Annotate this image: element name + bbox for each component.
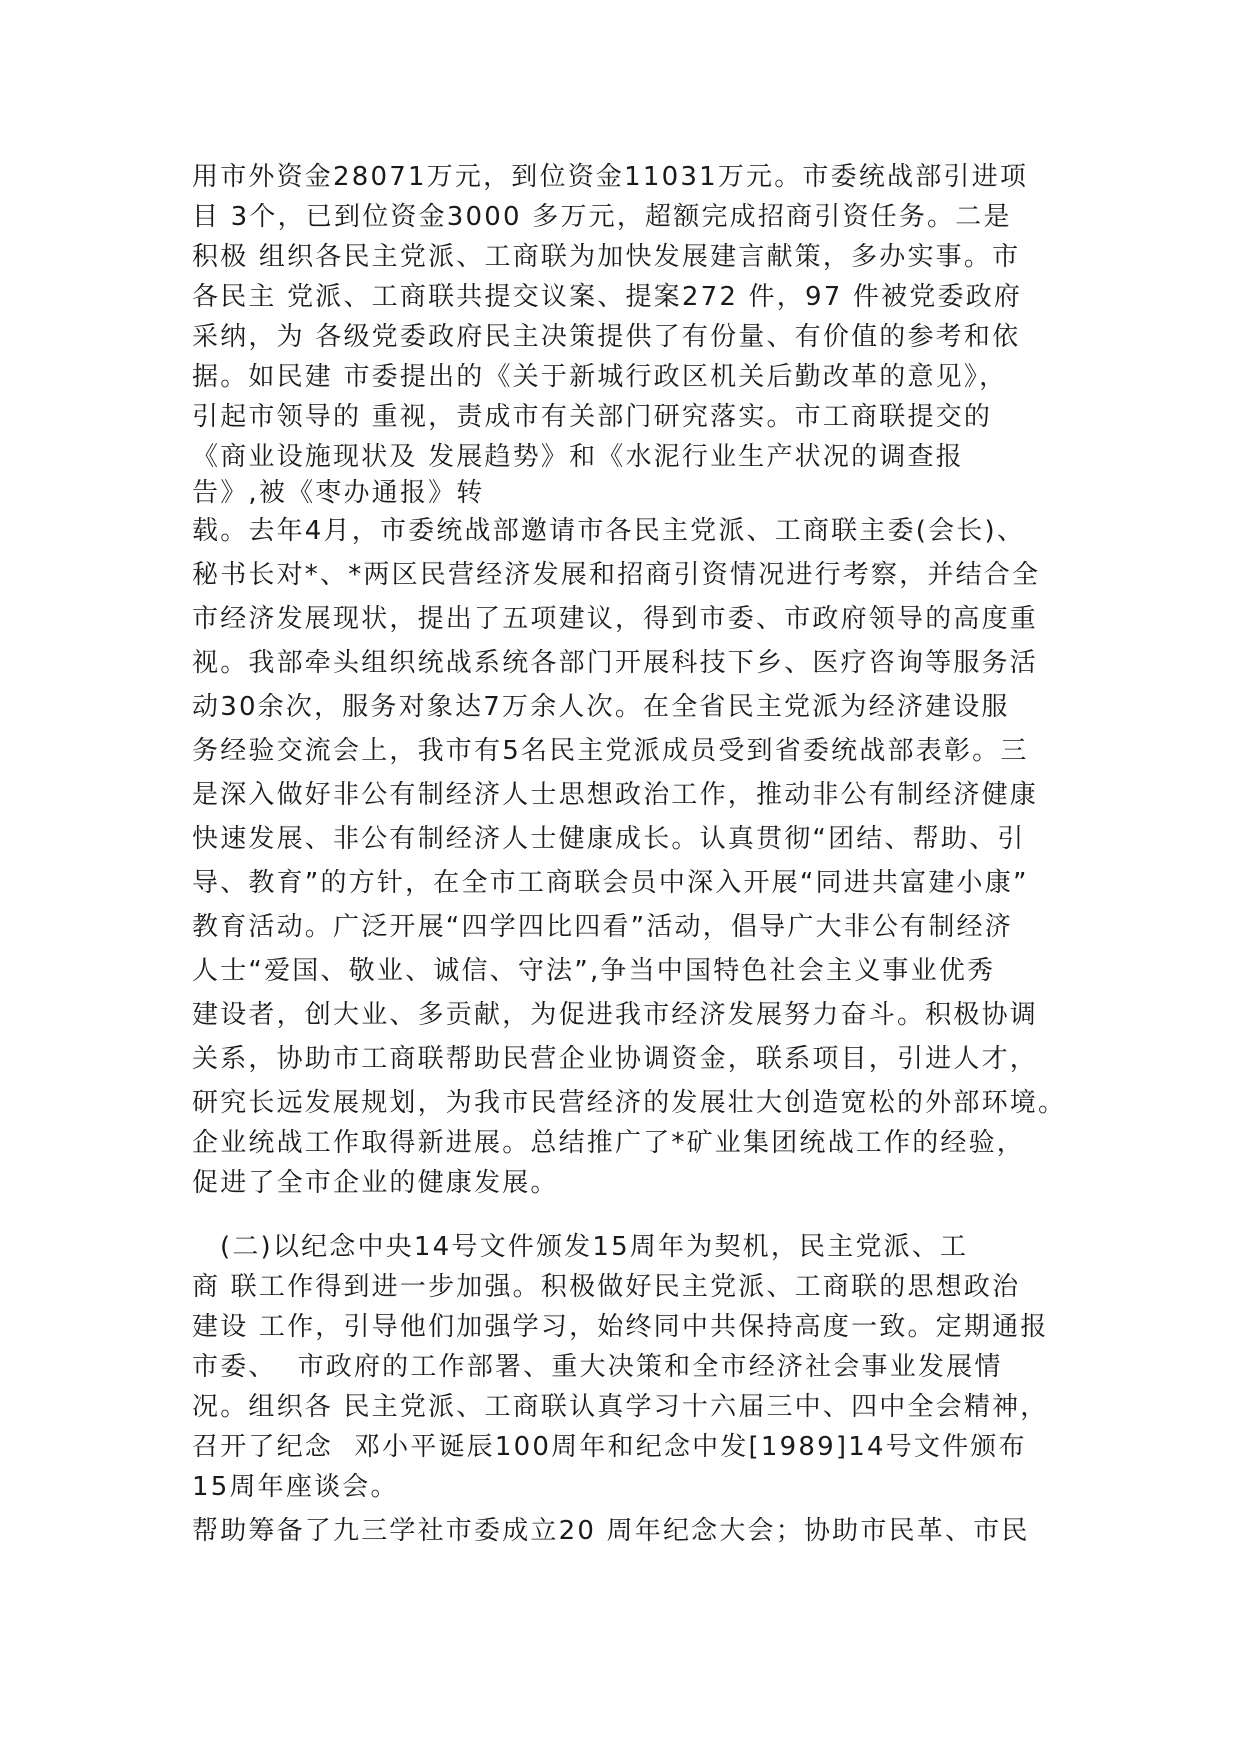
text-line-1: 用市外资金28071万元，到位资金11031万元。市委统战部引进项	[192, 162, 1029, 192]
text-line-5: 采纳，为 各级党委政府民主决策提供了有份量、有价值的参考和依	[192, 322, 1021, 352]
text-line-21: 建设者，创大业、多贡献，为促进我市经济发展努力奋斗。积极协调	[192, 1000, 1039, 1030]
text-line-32: 15周年座谈会。	[192, 1472, 399, 1502]
text-line-25: 促进了全市企业的健康发展。	[192, 1168, 559, 1198]
text-line-31: 召开了纪念 邓小平诞辰100周年和纪念中发[1989]14号文件颁布	[192, 1432, 1027, 1462]
text-line-9: 告》,被《枣办通报》转	[192, 478, 485, 508]
text-line-2: 目 3个，已到位资金3000 多万元，超额完成招商引资任务。二是	[192, 202, 1012, 232]
text-line-15: 务经验交流会上，我市有5名民主党派成员受到省委统战部表彰。三	[192, 736, 1029, 766]
text-line-24: 企业统战工作取得新进展。总结推广了*矿业集团统战工作的经验，	[192, 1128, 1026, 1158]
text-line-23: 研究长远发展规划，为我市民营经济的发展壮大创造宽松的外部环境。	[192, 1088, 1067, 1118]
text-line-27: 商 联工作得到进一步加强。积极做好民主党派、工商联的思想政治	[192, 1272, 1021, 1302]
text-line-12: 市经济发展现状，提出了五项建议，得到市委、市政府领导的高度重	[192, 604, 1039, 634]
text-line-7: 引起市领导的 重视，责成市有关部门研究落实。市工商联提交的	[192, 402, 993, 432]
text-line-20: 人士“爱国、敬业、诚信、守法”,争当中国特色社会主义事业优秀	[192, 956, 996, 986]
text-line-28: 建设 工作，引导他们加强学习，始终同中共保持高度一致。定期通报	[192, 1312, 1049, 1342]
text-line-6: 据。如民建 市委提出的《关于新城行政区机关后勤改革的意见》，	[192, 362, 1008, 392]
text-line-18: 导、教育”的方针，在全市工商联会员中深入开展“同进共富建小康”	[192, 868, 1029, 898]
text-line-13: 视。我部牵头组织统战系统各部门开展科技下乡、医疗咨询等服务活	[192, 648, 1039, 678]
text-line-3: 积极 组织各民主党派、工商联为加快发展建言献策，多办实事。市	[192, 242, 1021, 272]
text-line-33: 帮助筹备了九三学社市委成立20 周年纪念大会；协助市民革、市民	[192, 1516, 1030, 1546]
text-line-10: 载。去年4月，市委统战部邀请市各民主党派、工商联主委(会长)、	[192, 516, 1026, 546]
text-line-29: 市委、 市政府的工作部署、重大决策和全市经济社会事业发展情	[192, 1352, 1003, 1382]
text-line-14: 动30余次，服务对象达7万余人次。在全省民主党派为经济建设服	[192, 692, 1010, 722]
text-line-16: 是深入做好非公有制经济人士思想政治工作，推动非公有制经济健康	[192, 780, 1039, 810]
text-line-22: 关系，协助市工商联帮助民营企业协调资金，联系项目，引进人才，	[192, 1044, 1039, 1074]
text-line-4: 各民主 党派、工商联共提交议案、提案272 件，97 件被党委政府	[192, 282, 1023, 312]
text-line-17: 快速发展、非公有制经济人士健康成长。认真贯彻“团结、帮助、引	[192, 824, 1026, 854]
text-line-11: 秘书长对*、*两区民营经济发展和招商引资情况进行考察，并结合全	[192, 560, 1041, 590]
paragraph-heading-2: (二)以纪念中央14号文件颁发15周年为契机，民主党派、工	[220, 1232, 969, 1262]
text-line-19: 教育活动。广泛开展“四学四比四看”活动，倡导广大非公有制经济	[192, 912, 1013, 942]
text-line-8: 《商业设施现状及 发展趋势》和《水泥行业生产状况的调查报	[192, 442, 964, 472]
text-line-30: 况。组织各 民主党派、工商联认真学习十六届三中、四中全会精神，	[192, 1392, 1049, 1422]
